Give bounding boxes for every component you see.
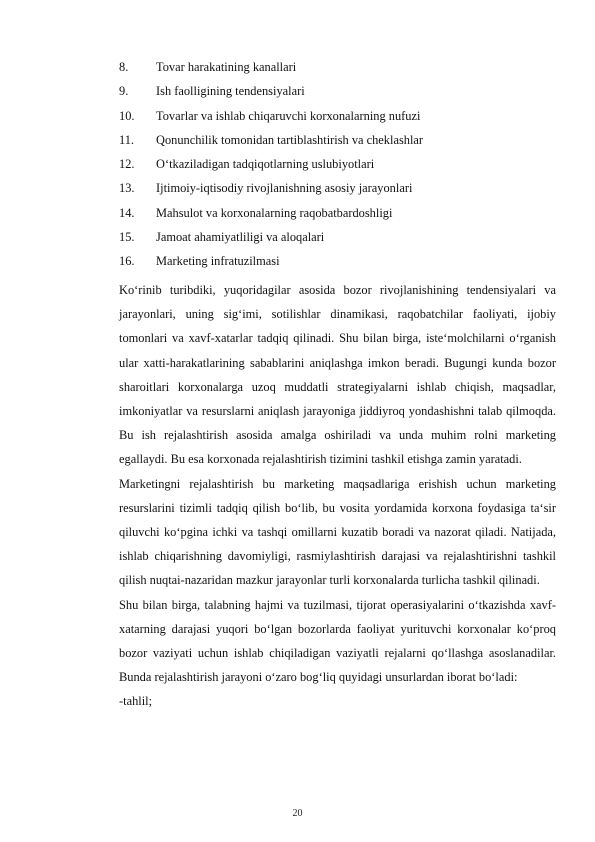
list-item-number: 8. xyxy=(119,60,129,74)
list-item-number: 12. xyxy=(119,157,135,172)
list-item xyxy=(119,249,559,273)
list-item-number: 14. xyxy=(119,205,135,220)
list-item xyxy=(119,128,559,152)
numbered-list xyxy=(119,55,559,274)
paragraph-2: Marketingni rejalashtirish bu marketing maqsadlariga erishish uchun marketing resurslarini tizimli tadqiq qilish bo‘lib, bu vosita yordamida korxona foydasiga ta‘sir qiluvchi ko‘pgina ichki va tashqi omillarni kuzatib boradi va nazorat qiladi. Natijada, ishlab chiqarishning davomiyligi, rasmiylashtirish darajasi va rejalashtirishni tashkil qilish nuqtai-nazaridan mazkur jarayonlar turli korxonalarda turlicha tashkil qilinadi. xyxy=(119,476,556,588)
list-item-text: O‘tkaziladigan tadqiqotlarning uslubiyotlari xyxy=(156,157,375,172)
body-text xyxy=(119,278,556,714)
list-item-text: Marketing infratuzilmasi xyxy=(156,254,280,269)
list-item-text: Ish faolligining tendensiyalari xyxy=(156,84,305,99)
list-item xyxy=(119,176,559,200)
page-number: 20 xyxy=(292,808,303,819)
analysis-item: -tahlil; xyxy=(119,694,153,709)
list-item xyxy=(119,55,559,79)
list-item xyxy=(119,104,559,128)
list-item-number: 16. xyxy=(119,254,135,269)
list-item-text: Mahsulot va korxonalarning raqobatbardoshligi xyxy=(156,205,393,220)
list-item-number: 15. xyxy=(119,230,135,245)
list-item xyxy=(119,225,559,249)
paragraph-3: Shu bilan birga, talabning hajmi va tuzilmasi, tijorat operasiyalarini o‘tkazishda xavf-xatarning darajasi yuqori bo‘lgan bozorlarda faoliyat yurituvchi korxonalar ko‘proq bozor vaziyati uchun ishlab chiqiladigan vaziyatli rejalarni qo‘llashga asoslanadilar. Bunda rejalashtirish jarayoni o‘zaro bog‘liq quyidagi unsurlardan iborat bo‘ladi: xyxy=(119,597,556,685)
list-item-text: Qonunchilik tomonidan tartiblashtirish va cheklashlar xyxy=(156,132,424,147)
list-item xyxy=(119,79,559,103)
list-item-text: Ijtimoiy-iqtisodiy rivojlanishning asosiy jarayonlari xyxy=(156,181,413,196)
list-item-number: 10. xyxy=(119,108,135,123)
list-item-number: 11. xyxy=(119,132,135,147)
list-item xyxy=(119,201,559,225)
list-item-text: Tovar harakatining kanallari xyxy=(156,60,297,74)
list-item xyxy=(119,152,559,176)
paragraph-1: Ko‘rinib turibdiki, yuqoridagilar asosida bozor rivojlanishining tendensiyalari va jarayonlari, uning sig‘imi, sotilishlar dinamikasi, raqobatchilar faoliyati, ijobiy tomonlari va xavf-xatarlar tadqiq qilinadi. Shu bilan birga, iste‘molchilarni o‘rganish ular xatti-harakatlarining sabablarini aniqlashga imkon beradi. Bugungi kunda bozor sharoitlari korxonalarga uzoq muddatli strategiyalarni ishlab chiqish, maqsadlar, imkoniyatlar va resurslarni aniqlash jarayoniga jiddiyroq yondashishni talab qilmoqda. Bu ish rejalashtirish asosida amalga oshiriladi va unda muhim rolni marketing egallaydi. Bu esa korxonada rejalashtirish tizimini tashkil etishga zamin yaratadi. xyxy=(119,283,556,467)
list-item-text: Jamoat ahamiyatliligi va aloqalari xyxy=(156,230,325,245)
list-item-number: 9. xyxy=(119,84,129,99)
list-item-number: 13. xyxy=(119,181,135,196)
list-item-text: Tovarlar va ishlab chiqaruvchi korxonalarning nufuzi xyxy=(156,108,421,123)
